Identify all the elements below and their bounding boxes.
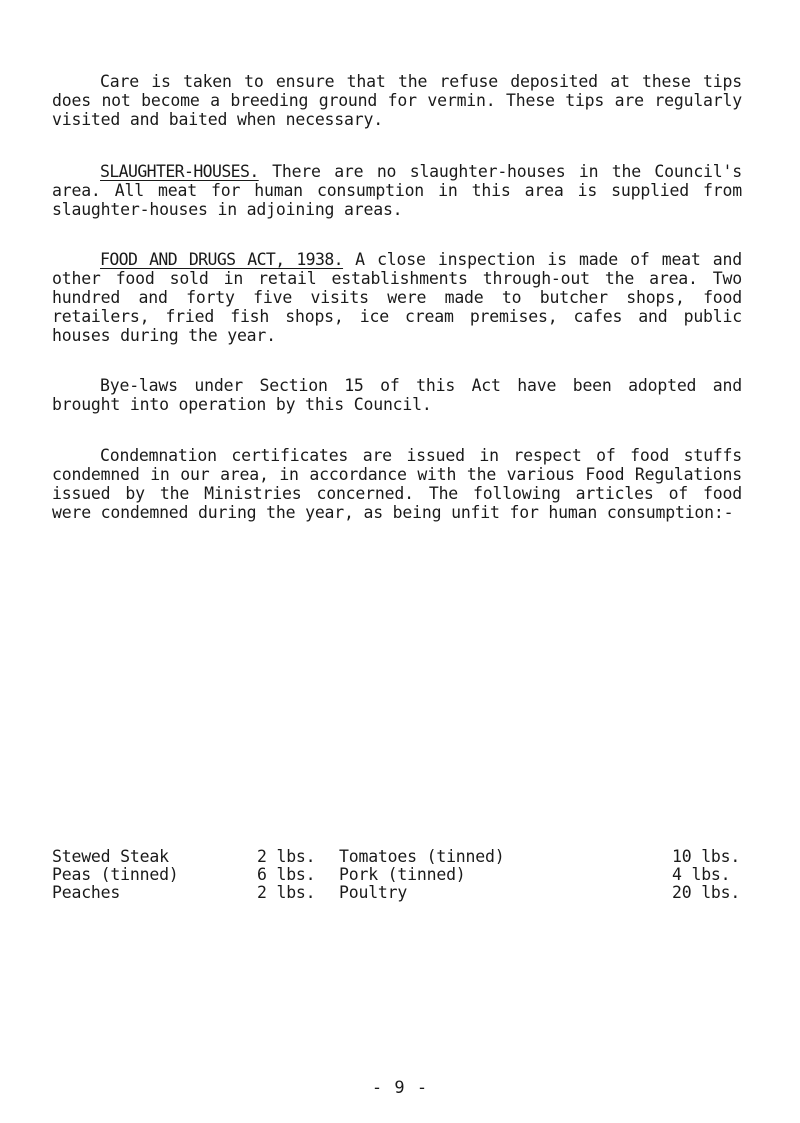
item-name: Peas (tinned) — [52, 865, 179, 884]
paragraph-bye-laws: Bye-laws under Section 15 of this Act have been adopted and brought into operation by this Council. — [52, 376, 742, 414]
item-name: Stewed Steak — [52, 847, 169, 866]
paragraph-refuse-tips: Care is taken to ensure that the refuse deposited at these tips does not become a breeding ground for vermin. These tips are regularly visited and baited when necessary. — [52, 72, 742, 129]
item-quantity: 2 lbs. — [257, 883, 316, 902]
paragraph-food-and-drugs-act — [52, 250, 742, 345]
list-item — [52, 848, 747, 866]
item-name: Pork (tinned) — [339, 865, 466, 884]
item-quantity: 2 lbs. — [257, 847, 316, 866]
paragraph-condemnation: Condemnation certificates are issued in respect of food stuffs condemned in our area, in accordance with the various Food Regulations issued by the Ministries concerned. The following articles of food were condemned during the year, as being unfit for human consumption:- — [52, 446, 742, 522]
heading-food-and-drugs-act: FOOD AND DRUGS ACT, 1938. — [100, 250, 344, 269]
food-and-drugs-text: A close inspection is made of meat and other food sold in retail establishments through-out the area. Two hundred and forty five visits were made to butcher shops, food retailers, fried fish shops, ice cream premises, cafes and public houses during the year. — [52, 250, 742, 345]
slaughter-houses-text: There are no slaughter-houses in the Council's area. All meat for human consumption in this area is supplied from slaughter-houses in adjoining areas. — [52, 162, 742, 219]
item-quantity: 20 lbs. — [672, 883, 741, 902]
paragraph-slaughter-houses — [52, 162, 742, 219]
condemned-items-list — [52, 848, 747, 902]
item-name: Poultry — [339, 883, 408, 902]
page-number: - 9 - — [371, 1078, 429, 1098]
item-quantity: 4 lbs. — [672, 865, 731, 884]
item-quantity: 6 lbs. — [257, 865, 316, 884]
item-quantity: 10 lbs. — [672, 847, 741, 866]
item-name: Tomatoes (tinned) — [339, 847, 505, 866]
heading-slaughter-houses: SLAUGHTER-HOUSES. — [100, 162, 259, 181]
item-name: Peaches — [52, 883, 121, 902]
list-item — [52, 884, 747, 902]
list-item — [52, 866, 747, 884]
